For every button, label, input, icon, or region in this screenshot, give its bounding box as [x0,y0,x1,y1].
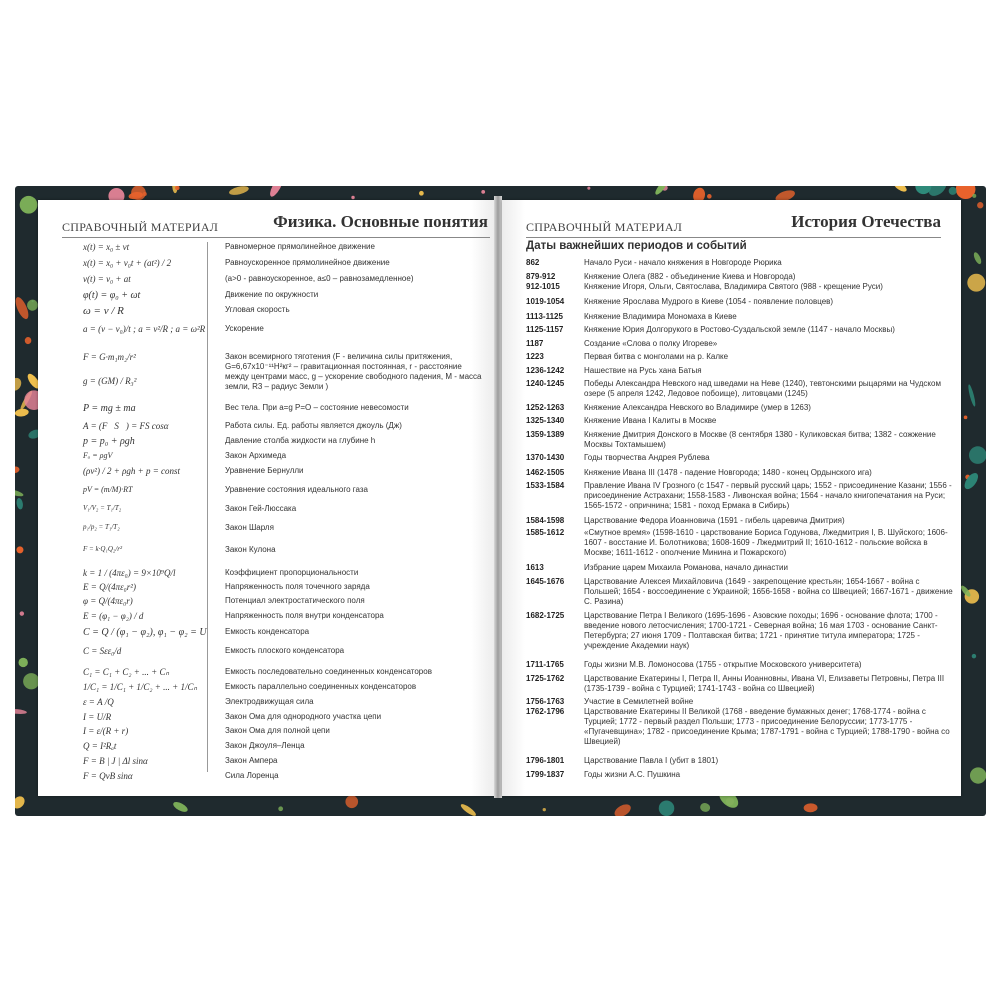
right-page-history [502,200,961,796]
floral-motif [172,800,189,814]
left-header-rule [62,237,490,238]
history-event: Начало Руси - начало княжения в Новгороде Рюрика [584,258,782,267]
history-date: 1252-1263 [526,403,565,412]
right-header-label: СПРАВОЧНЫЙ МАТЕРИАЛ [526,220,683,234]
history-event: Царствование Екатерины II Великой (1768 - введение бумажных денег; 1768-1774 - война с Турцией; 1772 - первый раздел Польши; 1773 - присоединение Белоруссии; 1773-1775 - «Пугачевщина»; 1782 - присоединение Крыма; 1787-1791 - война с Турцией; 1788-1790 - война со Швецией) [584,707,950,746]
formula: F = QvB sinα [83,771,133,781]
floral-motif [20,611,24,615]
formula-description: Закон Ома для полной цепи [225,726,330,735]
history-event: Годы творчества Андрея Рублева [584,453,710,462]
left-page-physics [38,200,494,796]
history-date: 1236-1242 [526,366,565,375]
floral-motif [419,191,424,196]
floral-motif [25,337,32,344]
formula-description: Уравнение состояния идеального газа [225,485,369,494]
floral-motif [131,186,146,200]
formula-description: Закон всемирного тяготения (F - величина силы притяжения, G=6,67x10⁻¹¹Н²кг² – гравитационная постоянная, r - расстояние между центрами масс, g – ускорение свободного падения, М - масса земли, R3 – радиус Земли ) [225,352,482,391]
history-event: Правление Ивана IV Грозного (с 1547 - первый русский царь; 1552 - присоединение Казани; 1556 - присоединение Астрахани; 1558-1583 - Ливонская война; 1564 - начало книгопечатания на Руси; 1565-1572 - опричнина; 1581 - поход Ермака в Сибирь) [584,481,952,510]
history-event: Царствование Федора Иоанновича (1591 - гибель царевича Дмитрия) [584,516,845,525]
history-event: Княжение Юрия Долгорукого в Ростово-Суздальской земле (1147 - начало Москвы) [584,325,895,334]
formula: pV = (m/M)·RT [83,485,133,494]
history-event: Создание «Слова о полку Игореве» [584,339,718,348]
floral-motif [20,196,38,214]
history-event: Княжение Олега (882 - объединение Киева и Новгорода) [584,272,796,281]
formula-description: Потенциал электростатического поля [225,596,365,605]
floral-motif [15,794,27,811]
history-event: Царствование Алексея Михайловича (1649 - закрепощение крестьян; 1654-1667 - война с Польшей; 1654 - воссоединение с Украиной; 1656-1658 - война со Швецией; 1667-1671 - движение С. Разина) [584,577,953,606]
floral-motif [15,708,27,715]
formula-description: Электродвижущая сила [225,697,314,706]
history-date: 1240-1245 [526,379,565,388]
formula: P = mg ± ma [83,403,136,414]
formula: (ρv²) / 2 + ρgh + p = const [83,466,181,476]
floral-motif [26,299,39,312]
formula: I = ε/(R + r) [83,726,129,736]
formula-description: Давление столба жидкости на глубине h [225,436,376,445]
formula-description: Закон Ома для однородного участка цепи [225,712,382,721]
formula: C = Q / (φ₁ − φ₂), φ₁ − φ₂ = U [83,627,207,638]
history-event: Царствование Павла I (убит в 1801) [584,756,719,765]
floral-motif [16,497,24,509]
floral-motif [977,202,983,208]
history-date: 879-912 [526,272,556,281]
floral-motif [481,190,485,194]
floral-motif [228,186,249,196]
history-event: Княжение Александра Невского во Владимире (умер в 1263) [584,403,811,412]
formula: g = (GM) / R₃² [83,376,137,386]
formula: φ = Q/(4πε₀r) [83,596,133,606]
floral-motif [16,546,23,553]
history-event: Княжение Игоря, Ольги, Святослава, Владимира Святого (988 - крещение Руси) [584,282,883,291]
formula-column-separator [207,242,208,772]
history-date: 1796-1801 [526,756,565,765]
left-page-title: Физика. Основные понятия [273,212,488,231]
formula: V₁/V₂ = T₁/T₂ [83,504,122,512]
formula: x(t) = x₀ ± vt [83,242,130,252]
formula-description: Уравнение Бернулли [225,466,304,475]
floral-motif [972,654,976,658]
formula: I = U/R [83,712,112,722]
formula-description: Работа силы. Ед. работы является джоуль (Дж) [225,421,402,430]
history-date: 1223 [526,352,544,361]
floral-motif [587,187,590,190]
history-event: Княжение Ивана III (1478 - падение Новгорода; 1480 - конец Ордынского ига) [584,468,872,477]
formula-description: Закон Ампера [225,756,278,765]
formula: F = B | J | Δl sinα [83,756,148,766]
right-page-title: История Отечества [791,212,941,231]
formula: v(t) = v₀ + at [83,274,131,284]
formula: ω = v / R [83,305,124,317]
formula-description: Угловая скорость [225,305,290,314]
floral-motif [18,658,27,667]
floral-motif [345,795,358,808]
floral-motif [967,384,977,407]
history-date: 1370-1430 [526,453,565,462]
history-event: Нашествие на Русь хана Батыя [584,366,702,375]
formula: φ(t) = φ₀ + ωt [83,290,141,301]
formula-description: Закон Джоуля–Ленца [225,741,305,750]
formula: C = Sεε₀/d [83,646,122,656]
formula: Q = I²Rₐt [83,741,117,751]
history-date: 1725-1762 [526,674,565,683]
history-date: 1584-1598 [526,516,565,525]
formula: F = G·m₁m₂/r² [83,352,136,362]
formula: Fₐ = ρgV [83,451,113,460]
floral-motif [15,466,20,474]
floral-motif [892,186,908,194]
formula-description: Сила Лоренца [225,771,279,780]
history-date: 1533-1584 [526,481,565,490]
book-spine [494,196,502,798]
history-event: Княжение Дмитрия Донского в Москве (8 сентября 1380 - Куликовская битва; 1382 - сожжение Москвы Тохтамышем) [584,430,936,449]
formula: p₁/p₂ = T₁/T₂ [83,523,120,531]
history-date: 1613 [526,563,544,572]
formula-description: Емкость последовательно соединенных конденсаторов [225,667,432,676]
formula-description: Равноускоренное прямолинейное движение [225,258,390,267]
history-date: 862 [526,258,540,267]
history-event: Избрание царем Михаила Романова, начало династии [584,563,788,572]
floral-motif [962,471,981,492]
floral-motif [699,802,711,813]
formula-description: Движение по окружности [225,290,319,299]
formula: E = (φ₁ − φ₂) / d [83,611,144,621]
formula-description: Вес тела. При a=g P=O – состояние невесомости [225,403,409,412]
formula: A = (F⃗S⃗) = FS cosα [83,421,169,431]
formula-description: Емкость конденсатора [225,627,310,636]
formula-description: Ускорение [225,324,264,333]
history-event: Царствование Екатерины I, Петра II, Анны Иоанновны, Ивана VI, Елизаветы Петровны, Петра III (1735-1739 - война с Турцией; 1741-1743 - война со Швецией) [584,674,945,693]
history-date: 1019-1054 [526,297,565,306]
history-date: 1462-1505 [526,468,565,477]
history-date: 1762-1796 [526,707,565,716]
history-event: Княжение Ивана I Калиты в Москве [584,416,717,425]
history-event: Участие в Семилетней войне [584,697,694,706]
floral-motif [612,802,632,816]
formula-description: Коэффициент пропорциональности [225,568,359,577]
floral-motif [459,802,477,816]
history-date: 1585-1612 [526,528,565,537]
floral-motif [23,673,39,689]
floral-motif [967,274,985,292]
floral-motif [707,194,712,199]
floral-motif [268,186,285,198]
history-date: 1187 [526,339,544,348]
floral-motif [956,186,976,199]
floral-motif [351,196,354,199]
formula-description: Закон Шарля [225,523,274,532]
history-event: «Смутное время» (1598-1610 - царствование Бориса Годунова, Лжедмитрия I, В. Шуйского; 1606-1607 - восстание И. Болотникова; 1608-1609 - Лжедмитрий II; 1610-1612 - польские войска в Москве; 1611-1612 - ополчение Минина и Пожарского) [584,528,948,557]
formula: E = Q/(4πε₀r²) [83,582,136,592]
history-date: 1325-1340 [526,416,565,425]
history-event: Годы жизни М.В. Ломоносова (1755 - открытие Московского университета) [584,660,862,669]
formula: ε = A /Q [83,697,114,707]
history-date: 1645-1676 [526,577,565,586]
left-header-label: СПРАВОЧНЫЙ МАТЕРИАЛ [62,220,219,234]
history-event: Княжение Владимира Мономаха в Киеве [584,312,737,321]
formula-description: Емкость параллельно соединенных конденсаторов [225,682,417,691]
formula: F = k·Q₁Q₂/r² [83,545,123,553]
formula-description: Закон Архимеда [225,451,287,460]
floral-motif [659,801,675,816]
formula-description: Равномерное прямолинейное движение [225,242,375,251]
floral-motif [970,767,986,783]
formula: k = 1 / (4πε₀) = 9×10⁹Q/l [83,568,176,578]
history-date: 1113-1125 [526,312,563,321]
formula: x(t) = x₀ + v₀t + (at²) / 2 [83,258,172,268]
floral-motif [972,194,976,198]
history-event: Годы жизни А.С. Пушкина [584,770,681,779]
floral-motif [15,488,24,497]
history-date: 912-1015 [526,282,560,291]
floral-motif [15,376,23,393]
formula-description: Напряженность поля внутри конденсатора [225,611,384,620]
history-subtitle: Даты важнейших периодов и событий [526,240,747,252]
formula: 1/C₁ = 1/C₁ + 1/C₂ + ... + 1/Cₙ [83,682,198,692]
formula: C₁ = C₁ + C₂ + ... + Cₙ [83,667,170,677]
formula-description: (a>0 - равноускоренное, a≤0 – равнозамедленное) [225,274,414,283]
floral-motif [278,806,283,811]
history-date: 1359-1389 [526,430,565,439]
history-event: Победы Александра Невского над шведами на Неве (1240), тевтонскими рыцарями на Чудском озере (5 апреля 1242, Ледовое побоище), литовцами (1245) [584,379,941,398]
history-event: Царствование Петра I Великого (1695-1696 - Азовские походы; 1696 - основание флота; 1700 - введение нового летосчисления; 1700-1721 - Северная война; 16 мая 1703 - основание Санкт-Петербурга; 27 июня 1709 - Полтавская битва; 1721 - принятие титула императора; 1725 - учреждение Академии наук) [584,611,938,650]
formula-description: Закон Кулона [225,545,276,554]
history-date: 1682-1725 [526,611,565,620]
right-header-rule [526,237,941,238]
floral-motif [804,803,818,812]
history-event: Первая битва с монголами на р. Калке [584,352,729,361]
formula: a = (v − v₀)/t ; a = v²/R ; a = ω²R [83,324,206,334]
history-date: 1756-1763 [526,697,565,706]
formula-description: Напряженность поля точечного заряда [225,582,370,591]
formula-description: Емкость плоского конденсатора [225,646,345,655]
floral-motif [949,187,957,195]
formula: p = p₀ + ρgh [83,436,135,447]
history-date: 1711-1765 [526,660,564,669]
floral-motif [972,251,982,265]
history-date: 1799-1837 [526,770,565,779]
history-date: 1125-1157 [526,325,564,334]
floral-motif [543,808,546,811]
floral-motif [964,416,968,420]
formula-description: Закон Гей-Люссака [225,504,297,513]
history-event: Княжение Ярослава Мудрого в Киеве (1054 - появление половцев) [584,297,834,306]
floral-motif [969,446,986,464]
